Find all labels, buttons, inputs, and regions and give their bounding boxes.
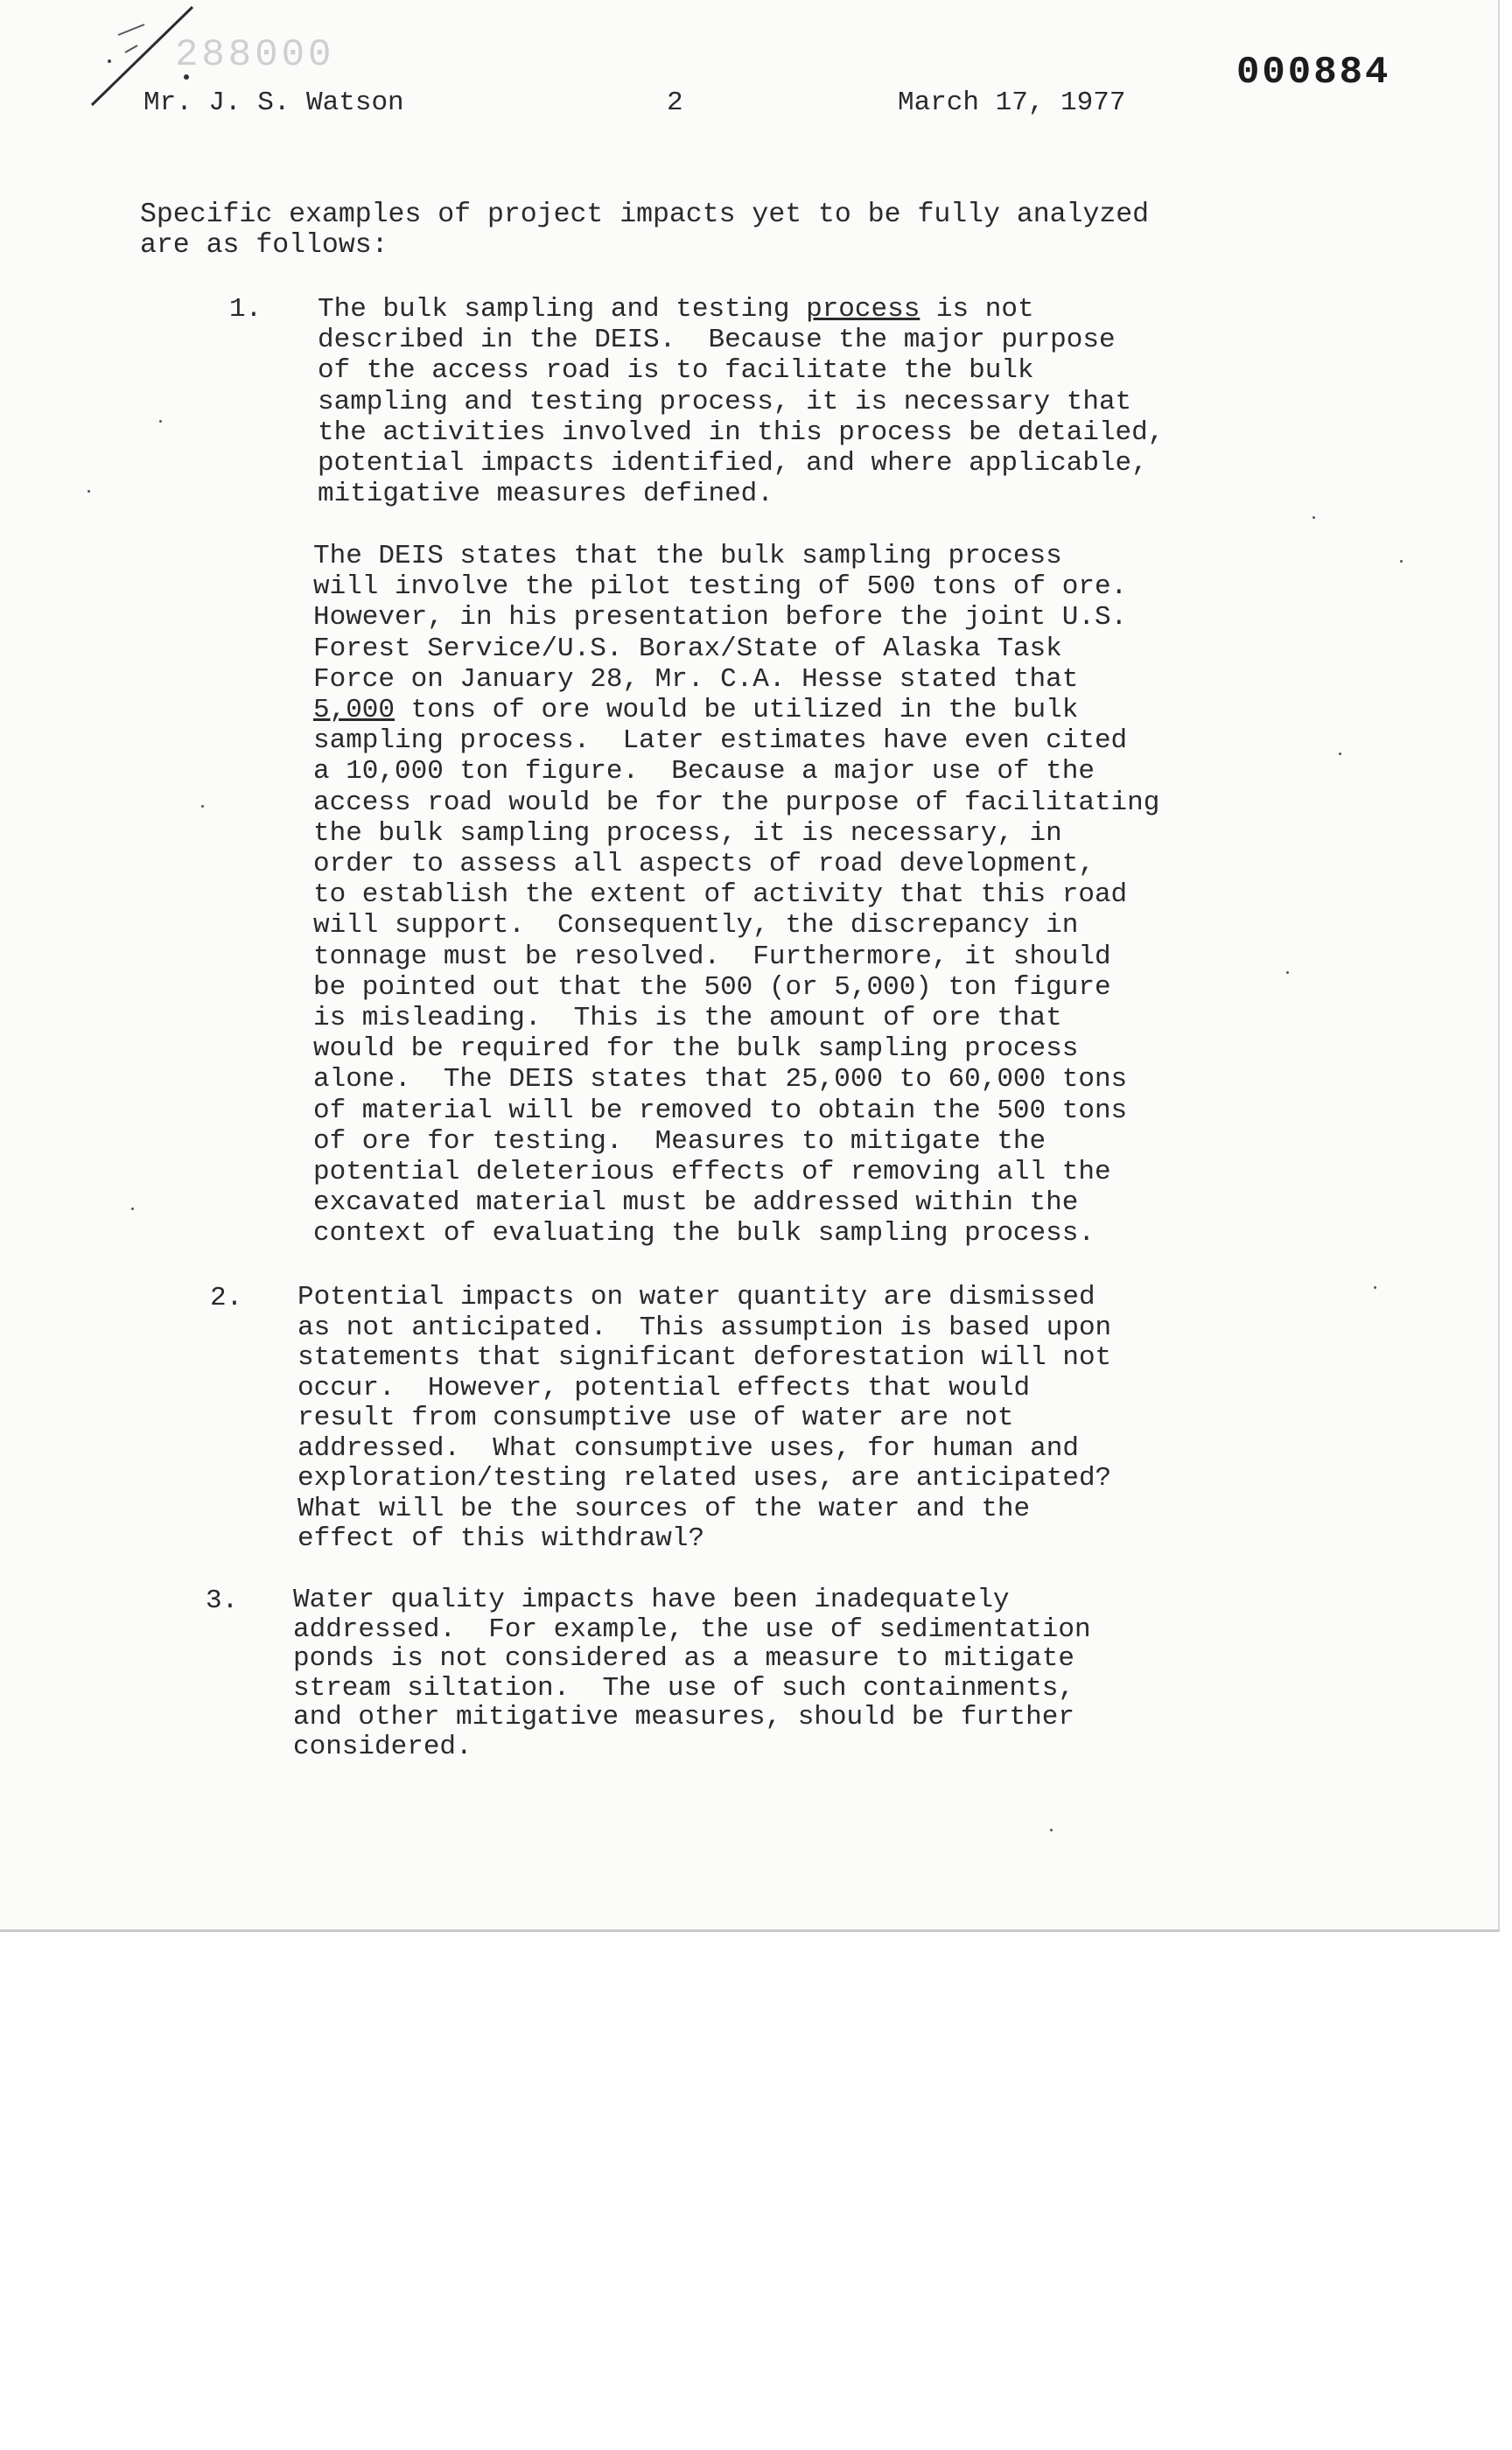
recipient: Mr. J. S. Watson	[144, 88, 404, 118]
intro-paragraph: Specific examples of project impacts yet to be fully analyzed are as follows:	[140, 200, 1150, 261]
scan-speck	[1312, 516, 1315, 519]
item-number: 3.	[206, 1586, 239, 1616]
item-number: 1.	[229, 294, 262, 325]
faint-stamp-number: 288000	[175, 33, 335, 77]
scan-speck	[159, 420, 162, 423]
scan-speck	[88, 490, 90, 493]
letter-date: March 17, 1977	[898, 88, 1126, 118]
letter-header	[144, 88, 1194, 126]
item-number: 2.	[210, 1283, 243, 1313]
item-2-paragraph: Potential impacts on water quantity are dismissed as not anticipated. This assumption is based upon statements that significant deforestation will not occur. However, potential effects that would result from consumptive use of water are not addressed. What consumptive uses, for human and exploration/testing related uses, are anticipated? What will be the sources of the water and the effect of this withdrawl?	[298, 1282, 1112, 1554]
scan-speck	[1400, 560, 1403, 563]
scan-speck	[1339, 752, 1341, 755]
item-3-paragraph: Water quality impacts have been inadequately addressed. For example, the use of sedimentation ponds is not considered as a measure to mitigate stream siltation. The use of such containments, and other mitigative measures, should be further considered.	[293, 1585, 1091, 1762]
scan-speck	[131, 1208, 134, 1210]
underlined-figure: 5,000	[313, 695, 396, 726]
page-number: 2	[667, 88, 683, 118]
page-stamp-number: 000884	[1236, 51, 1391, 94]
underlined-word: process	[806, 294, 920, 325]
item-1-paragraph-2: The DEIS states that the bulk sampling process will involve the pilot testing of 500 tons of ore. However, in his presentation before the joint U.S. Forest Service/U.S. Borax/State of Alaska Task Force on January 28, Mr. C.A. Hesse stated that 5,000 tons of ore would be utilized in the bulk sampling process. Later estimates have even cited a 10,000 ton figure. Because a major use of the access road would be for the purpose of facilitating the bulk sampling process, it is necessary, in order to assess all aspects of road development, to establish the extent of activity that this road will support. Consequently, the discrepancy in tonnage must be resolved. Furthermore, it should be pointed out that the 500 (or 5,000) ton figure is misleading. This is the amount of ore that would be required for the bulk sampling process alone. The DEIS states that 25,000 to 60,000 tons of material will be removed to obtain the 500 tons of ore for testing. Measures to mitigate the potential deleterious effects of removing all the excavated material must be addressed within the context of evaluating the bulk sampling process.	[313, 541, 1160, 1250]
scan-speck	[1286, 971, 1289, 974]
item-1-paragraph-1: The bulk sampling and testing process is not described in the DEIS. Because the major purpose of the access road is to facilitate the bulk sampling and testing process, it is necessary that the activities involved in this process be detailed, potential impacts identified, and where applicable, mitigative measures defined.	[318, 294, 1165, 510]
scan-speck	[1050, 1829, 1053, 1831]
scan-speck	[1374, 1286, 1376, 1289]
scan-speck	[201, 805, 204, 808]
